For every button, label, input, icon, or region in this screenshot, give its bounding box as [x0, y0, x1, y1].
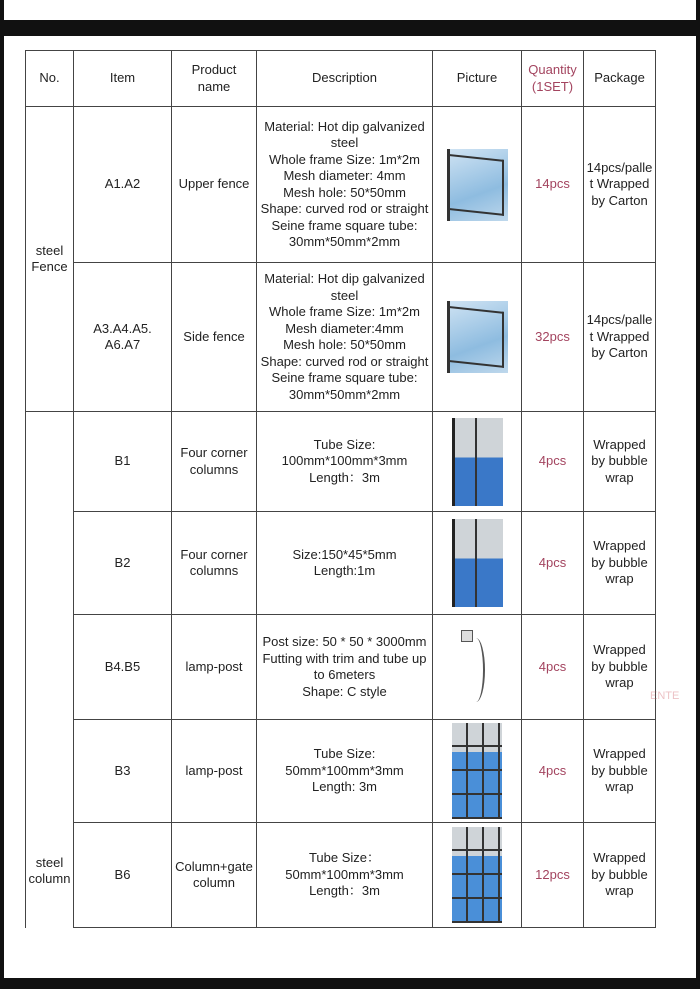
picture-cell — [433, 615, 522, 720]
quantity: 32pcs — [522, 263, 584, 412]
picture-cell — [433, 107, 522, 263]
description: Post size: 50 * 50 * 3000mm Futting with trim and tube up to 6meters Shape: C style — [257, 615, 433, 720]
package: Wrapped by bubble wrap — [584, 412, 656, 512]
item-code: B1 — [74, 412, 172, 512]
product-name: Side fence — [172, 263, 257, 412]
item-code: B3 — [74, 720, 172, 823]
description: Tube Size: 50mm*100mm*3mm Length: 3m — [257, 720, 433, 823]
picture-cell — [433, 823, 522, 928]
group-label: steel column — [26, 412, 74, 928]
description: Size:150*45*5mm Length:1m — [257, 512, 433, 615]
table-row — [26, 107, 656, 263]
package: Wrapped by bubble wrap — [584, 823, 656, 928]
header-package: Package — [584, 51, 656, 107]
header-row — [26, 51, 656, 107]
package: Wrapped by bubble wrap — [584, 615, 656, 720]
product-name: Four corner columns — [172, 412, 257, 512]
product-name: Column+gate column — [172, 823, 257, 928]
table-row — [26, 263, 656, 412]
header-quantity: Quantity (1SET) — [522, 51, 584, 107]
top-strip — [4, 0, 696, 20]
grid-image — [452, 723, 502, 819]
product-table — [25, 50, 656, 928]
quantity: 4pcs — [522, 615, 584, 720]
picture-cell — [433, 412, 522, 512]
header-description: Description — [257, 51, 433, 107]
package: 14pcs/pallet Wrapped by Carton — [584, 263, 656, 412]
item-code: A3.A4.A5. A6.A7 — [74, 263, 172, 412]
stamp: ENTE — [650, 690, 680, 702]
header-picture: Picture — [433, 51, 522, 107]
quantity: 14pcs — [522, 107, 584, 263]
picture-cell — [433, 720, 522, 823]
grid-image — [452, 827, 502, 923]
item-code: B2 — [74, 512, 172, 615]
description: Material: Hot dip galvanized steel Whole frame Size: 1m*2m Mesh diameter: 4mm Mesh hole: 50*50mm Shape: curved rod or straight Seine frame square tube: 30mm*50mm*2mm — [257, 107, 433, 263]
description: Tube Size： 50mm*100mm*3mm Length：3m — [257, 823, 433, 928]
quantity: 4pcs — [522, 720, 584, 823]
table-row — [26, 512, 656, 615]
product-name: lamp-post — [172, 720, 257, 823]
picture-cell — [433, 512, 522, 615]
table-row — [26, 720, 656, 823]
quantity: 12pcs — [522, 823, 584, 928]
quantity: 4pcs — [522, 512, 584, 615]
product-name: Upper fence — [172, 107, 257, 263]
header-product: Product name — [172, 51, 257, 107]
lamp-image — [457, 630, 497, 704]
product-name: Four corner columns — [172, 512, 257, 615]
fence-image — [447, 301, 508, 373]
item-code: B4.B5 — [74, 615, 172, 720]
table-row — [26, 615, 656, 720]
table-row — [26, 823, 656, 928]
quantity: 4pcs — [522, 412, 584, 512]
fence-image — [447, 149, 508, 221]
description: Tube Size: 100mm*100mm*3mm Length：3m — [257, 412, 433, 512]
description: Material: Hot dip galvanized steel Whole frame Size: 1m*2m Mesh diameter:4mm Mesh hole: 50*50mm Shape: curved rod or straight Seine frame square tube: 30mm*50mm*2mm — [257, 263, 433, 412]
court-image — [452, 519, 503, 607]
header-item: Item — [74, 51, 172, 107]
watermark-logo: حراج — [615, 944, 670, 974]
item-code: A1.A2 — [74, 107, 172, 263]
package: 14pcs/pallet Wrapped by Carton — [584, 107, 656, 263]
package: Wrapped by bubble wrap — [584, 512, 656, 615]
group-label: steel Fence — [26, 107, 74, 412]
package: Wrapped by bubble wrap — [584, 720, 656, 823]
item-code: B6 — [74, 823, 172, 928]
product-name: lamp-post — [172, 615, 257, 720]
header-no: No. — [26, 51, 74, 107]
court-image — [452, 418, 503, 506]
table-row — [26, 412, 656, 512]
picture-cell — [433, 263, 522, 412]
